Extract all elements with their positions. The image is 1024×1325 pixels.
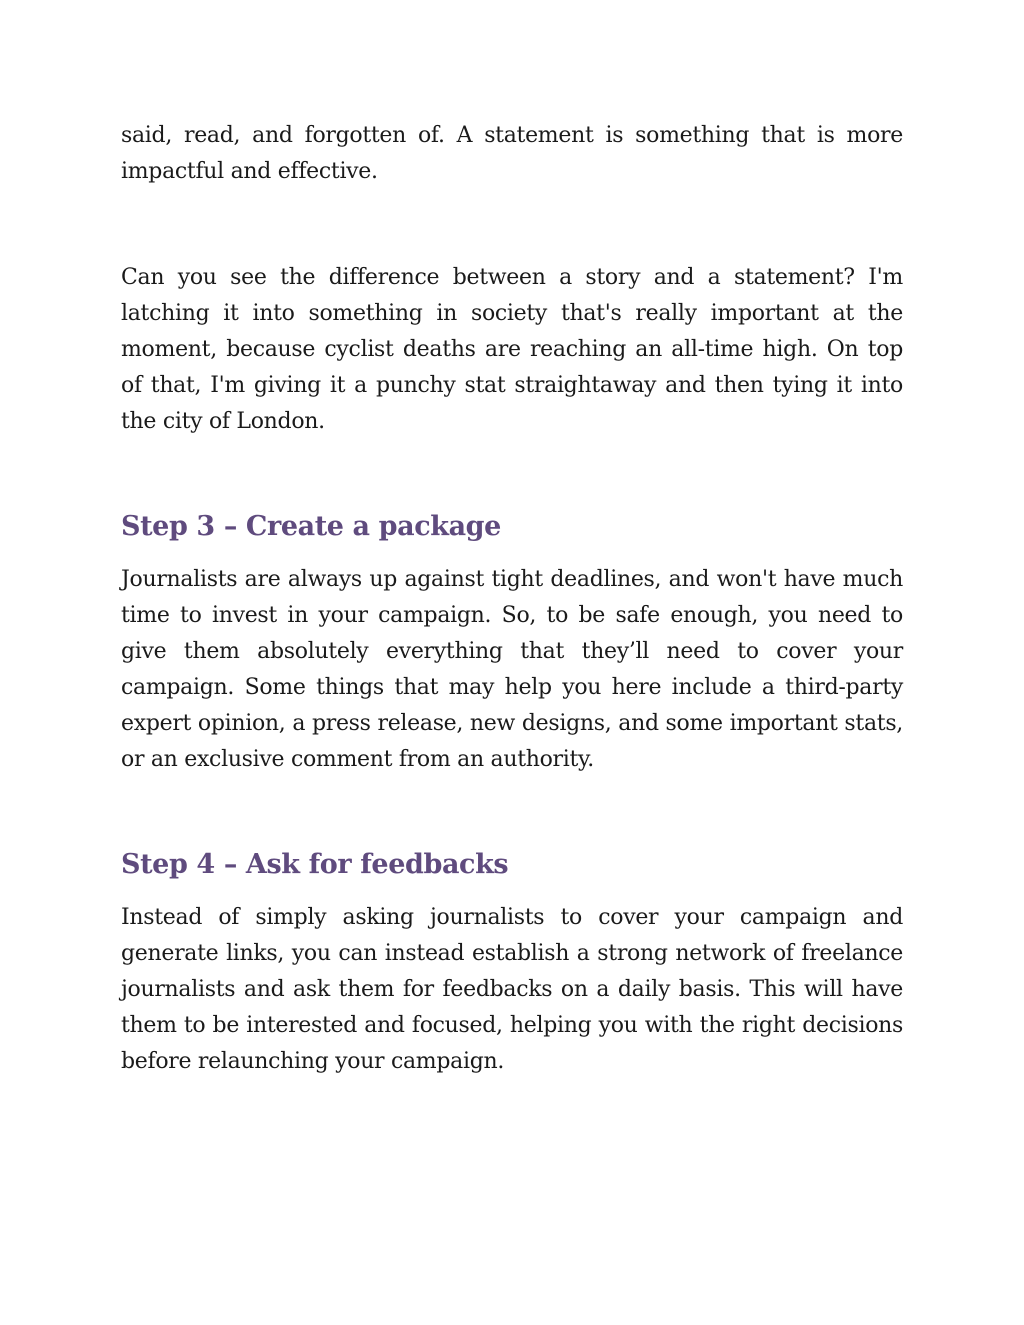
- intro-paragraph: said, read, and forgotten of. A statement is something that is more impactful and effective.: [121, 123, 903, 184]
- story-statement-paragraph: Can you see the difference between a story and a statement? I'm latching it into something in society that's really important at the moment, because cyclist deaths are reaching an all-time high. On top of that, I'm giving it a punchy stat straightaway and then tying it into the city of London.: [121, 265, 903, 434]
- step-4-heading: Step 4 – Ask for feedbacks: [121, 849, 509, 880]
- document-page: [121, 118, 903, 1080]
- step-4-paragraph: Instead of simply asking journalists to cover your campaign and generate links, you can instead establish a strong network of freelance journalists and ask them for feedbacks on a daily basis. This will have them to be interested and focused, helping you with the right decisions before relaunching your campaign.: [121, 905, 903, 1074]
- step-3-heading: Step 3 – Create a package: [121, 511, 501, 542]
- step-3-paragraph: Journalists are always up against tight deadlines, and won't have much time to invest in your campaign. So, to be safe enough, you need to give them absolutely everything that they’ll need to cover your campaign. Some things that may help you here include a third-party expert opinion, a press release, new designs, and some important stats, or an exclusive comment from an authority.: [121, 567, 903, 772]
